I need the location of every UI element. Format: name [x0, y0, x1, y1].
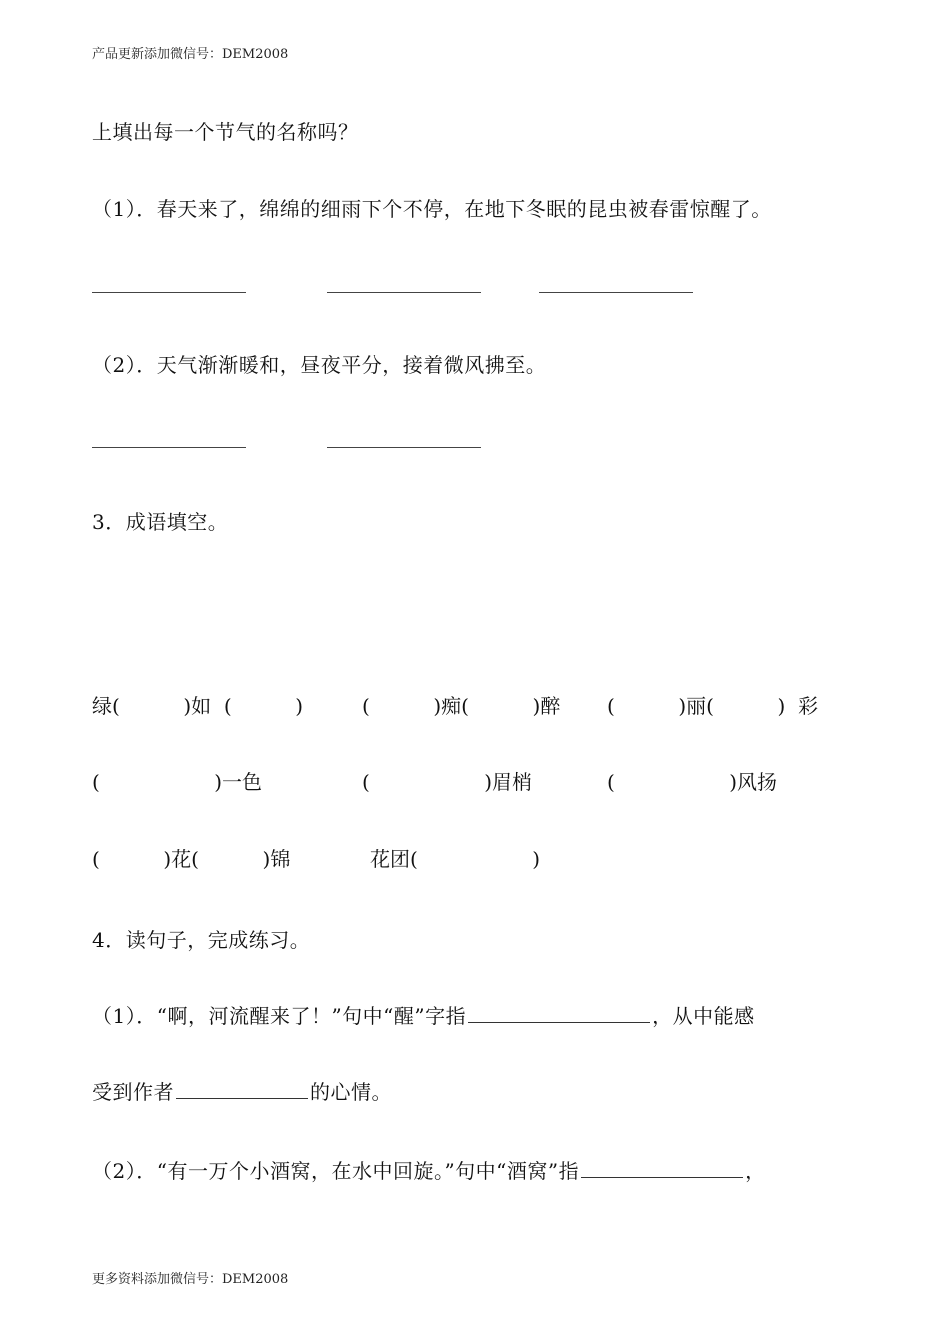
question-4-title: 4．读句子，完成练习。 — [92, 928, 311, 952]
question-4-sentence-1-tail: ，从中能感 — [652, 1004, 755, 1028]
idiom-blank-6[interactable]: ( )风扬 — [607, 770, 778, 794]
answer-blank-4[interactable] — [92, 447, 246, 448]
question-4-sentence-1 — [92, 1000, 755, 1029]
idiom-blank-5[interactable]: ( )眉梢 — [362, 770, 533, 794]
question-4-sentence-1-end: 的心情。 — [310, 1080, 392, 1104]
question-4-sentence-1-cont — [92, 1076, 392, 1105]
answer-blank-8[interactable] — [581, 1176, 743, 1178]
answer-blank-2[interactable] — [327, 292, 481, 293]
answer-blank-7[interactable] — [176, 1097, 308, 1099]
question-4-sentence-1-text: （1）．“啊，河流醒来了！”句中“醒”字指 — [92, 1004, 467, 1028]
answer-blank-1[interactable] — [92, 292, 246, 293]
page-header: 产品更新添加微信号：DEM2008 — [92, 47, 289, 62]
answer-blank-6[interactable] — [468, 1021, 650, 1023]
answer-blank-3[interactable] — [539, 292, 693, 293]
idiom-blank-3[interactable]: ( )丽( ) 彩 — [607, 694, 819, 718]
answer-blank-5[interactable] — [327, 447, 481, 448]
question-2-sentence-2: （2）．天气渐渐暖和，昼夜平分，接着微风拂至。 — [92, 353, 547, 377]
idiom-blank-2[interactable]: ( )痴( )醉 — [362, 694, 561, 718]
question-4-sentence-2 — [92, 1155, 766, 1184]
idiom-blank-8[interactable]: 花团( ) — [370, 847, 541, 871]
question-3-title: 3．成语填空。 — [92, 510, 229, 534]
question-4-sentence-1-cont-text: 受到作者 — [92, 1080, 174, 1104]
page-footer: 更多资料添加微信号：DEM2008 — [92, 1272, 289, 1287]
idiom-blank-7[interactable]: ( )花( )锦 — [92, 847, 291, 871]
question-4-sentence-2-text: （2）．“有一万个小酒窝，在水中回旋。”句中“酒窝”指 — [92, 1159, 580, 1183]
question-4-sentence-2-tail: ， — [745, 1159, 766, 1183]
question-2-sentence-1: （1）．春天来了，绵绵的细雨下个不停，在地下冬眠的昆虫被春雷惊醒了。 — [92, 197, 772, 221]
idiom-blank-1[interactable]: 绿( )如 ( ) — [92, 694, 304, 718]
question-2-intro: 上填出每一个节气的名称吗？ — [92, 120, 359, 144]
idiom-blank-4[interactable]: ( )一色 — [92, 770, 263, 794]
